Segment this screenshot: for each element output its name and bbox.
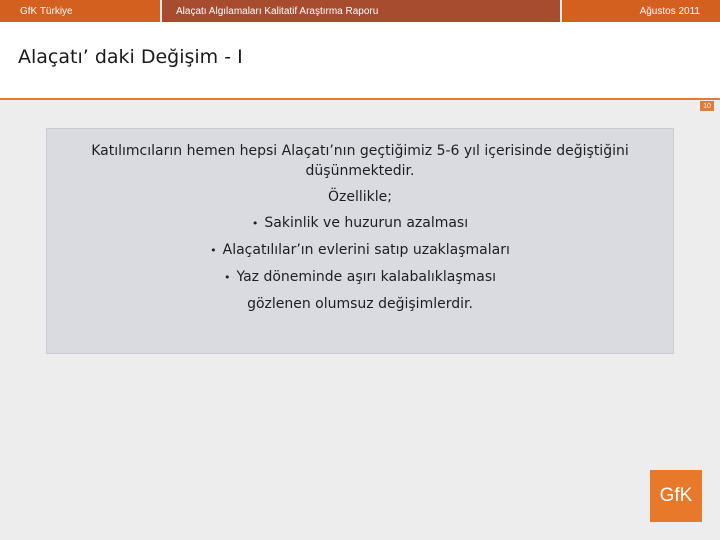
intro-text: Katılımcıların hemen hepsi Alaçatı’nın geçtiğimiz 5-6 yıl içerisinde değiştiğini düşünmektedir. [91, 143, 629, 179]
subheading: Özellikle; [328, 189, 392, 205]
list-item [47, 240, 673, 261]
bullet-icon: • [251, 217, 259, 230]
bullet-list [47, 213, 673, 288]
report-title: Alaçatı Algılamaları Kalitatif Araştırma Raporu [162, 0, 560, 22]
bullet-text: Yaz döneminde aşırı kalabalıklaşması [236, 269, 497, 285]
company-label: GfK Türkiye [0, 0, 160, 22]
report-date: Ağustos 2011 [562, 0, 720, 22]
slide-header [0, 22, 720, 98]
bullet-icon: • [223, 271, 231, 284]
gfk-logo [650, 470, 702, 522]
bullet-icon: • [210, 244, 217, 257]
content-box [46, 128, 674, 354]
list-item [47, 213, 673, 234]
top-bar [0, 0, 720, 22]
slide-title: Alaçatı’ daki Değişim - I [18, 46, 243, 68]
list-item [47, 267, 673, 288]
page-number: 10 [700, 101, 714, 111]
logo-text: GfK [659, 485, 693, 506]
bullet-text: Sakinlik ve huzurun azalması [264, 215, 469, 231]
header-divider [0, 98, 720, 100]
bullet-text: Alaçatılılar’ın evlerini satıp uzaklaşmaları [222, 242, 510, 258]
conclusion-text: gözlenen olumsuz değişimlerdir. [247, 296, 473, 312]
